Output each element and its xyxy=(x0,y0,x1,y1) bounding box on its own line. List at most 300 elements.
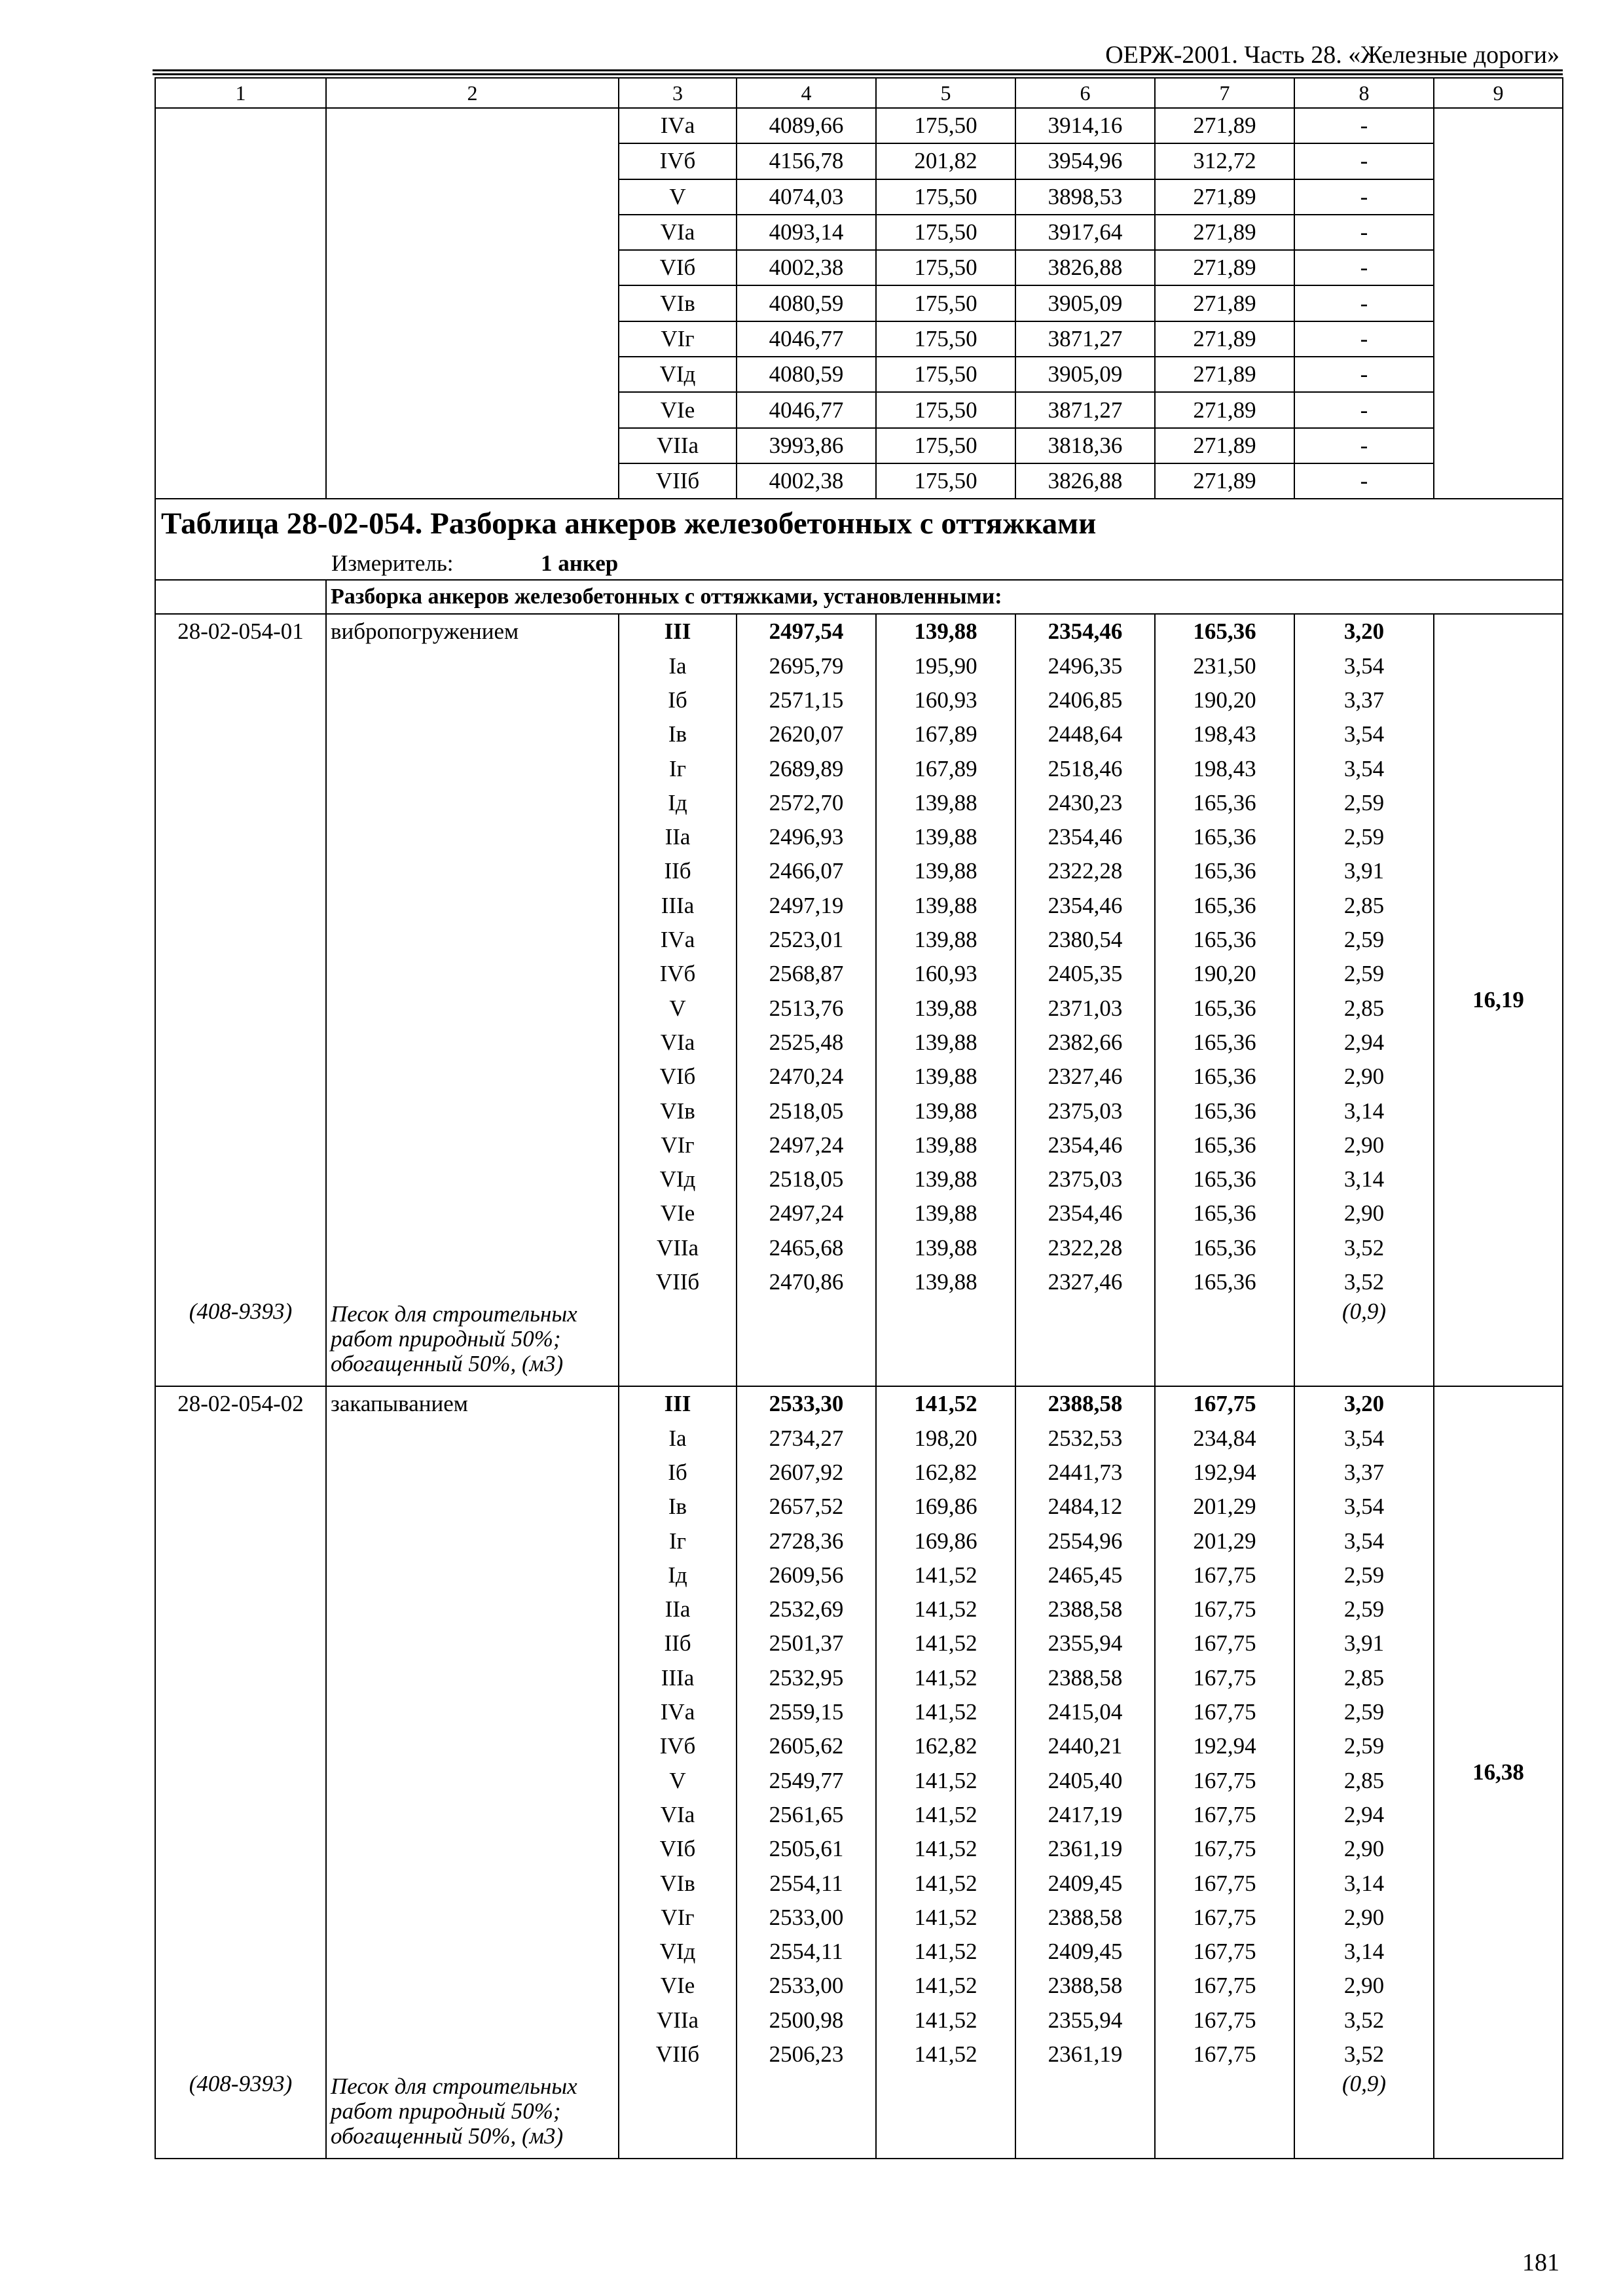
item-zone-row xyxy=(155,1128,1563,1162)
value-cell: 141,52 xyxy=(876,1558,1015,1592)
zone-cell: VIд xyxy=(619,1162,737,1196)
value-cell: 2465,45 xyxy=(1015,1558,1155,1592)
name-cell xyxy=(326,923,619,957)
table-title: Таблица 28-02-054. Разборка анкеров железобетонных с оттяжками xyxy=(155,499,1563,548)
name-cell xyxy=(326,717,619,751)
value-cell: 3,91 xyxy=(1294,1626,1434,1660)
zone-cell: VIв xyxy=(619,1094,737,1128)
value-cell: 4089,66 xyxy=(737,108,876,143)
value-cell: 2355,94 xyxy=(1015,2003,1155,2037)
item-zone-row xyxy=(155,1832,1563,1866)
item-zone-row xyxy=(155,889,1563,923)
zone-cell: VIе xyxy=(619,1969,737,2003)
name-cell xyxy=(326,1729,619,1763)
code-cell xyxy=(155,1695,326,1729)
value-cell: 2525,48 xyxy=(737,1026,876,1060)
value-cell: 2497,24 xyxy=(737,1196,876,1230)
value-cell: 141,52 xyxy=(876,2037,1015,2072)
value-cell: 4002,38 xyxy=(737,250,876,285)
column-number: 4 xyxy=(737,78,876,108)
value-cell: 3,37 xyxy=(1294,1456,1434,1490)
name-cell xyxy=(326,1901,619,1935)
zone-cell: IVб xyxy=(619,143,737,179)
value-cell: 3954,96 xyxy=(1015,143,1155,179)
value-cell: 2388,58 xyxy=(1015,1661,1155,1695)
resource-qty: (0,9) xyxy=(1294,2072,1434,2159)
value-cell: 271,89 xyxy=(1155,463,1294,499)
code-cell xyxy=(155,1969,326,2003)
value-cell: 2568,87 xyxy=(737,957,876,991)
value-cell: 169,86 xyxy=(876,1524,1015,1558)
value-cell: 271,89 xyxy=(1155,392,1294,427)
value-cell: 271,89 xyxy=(1155,215,1294,250)
value-cell: 3,20 xyxy=(1294,614,1434,649)
value-cell: 2496,93 xyxy=(737,820,876,854)
value-cell: 167,75 xyxy=(1155,1695,1294,1729)
item-zone-row xyxy=(155,1524,1563,1558)
value-cell: 3871,27 xyxy=(1015,321,1155,357)
value-cell: 2532,69 xyxy=(737,1592,876,1626)
value-cell: 2620,07 xyxy=(737,717,876,751)
value-cell: 2354,46 xyxy=(1015,614,1155,649)
value-cell: 2497,19 xyxy=(737,889,876,923)
value-cell: 165,36 xyxy=(1155,1196,1294,1230)
value-cell: 175,50 xyxy=(876,428,1015,463)
value-cell: 2470,24 xyxy=(737,1060,876,1094)
empty-cell xyxy=(1015,1299,1155,1386)
zone-cell: IVб xyxy=(619,957,737,991)
code-cell xyxy=(155,2037,326,2072)
value-cell: 175,50 xyxy=(876,285,1015,321)
name-cell xyxy=(326,1490,619,1524)
value-cell: 167,75 xyxy=(1155,1832,1294,1866)
value-cell: 141,52 xyxy=(876,1935,1015,1969)
value-cell: 2371,03 xyxy=(1015,992,1155,1026)
value-cell: 3,37 xyxy=(1294,683,1434,717)
name-cell xyxy=(326,1935,619,1969)
value-cell: 141,52 xyxy=(876,1832,1015,1866)
value-cell: 2496,35 xyxy=(1015,649,1155,683)
code-cell xyxy=(155,1128,326,1162)
name-cell xyxy=(326,1592,619,1626)
zone-cell: VIа xyxy=(619,1798,737,1832)
value-cell: 2,90 xyxy=(1294,1901,1434,1935)
value-cell: 2375,03 xyxy=(1015,1094,1155,1128)
code-cell xyxy=(155,1422,326,1456)
name-cell xyxy=(326,108,619,499)
value-cell: 139,88 xyxy=(876,854,1015,888)
value-cell: 2571,15 xyxy=(737,683,876,717)
value-cell: 2,59 xyxy=(1294,1592,1434,1626)
rates-table xyxy=(155,77,1563,2159)
item-zone-row xyxy=(155,1094,1563,1128)
item-zone-row xyxy=(155,1798,1563,1832)
value-cell: 3,14 xyxy=(1294,1162,1434,1196)
name-cell xyxy=(326,1128,619,1162)
value-cell: - xyxy=(1294,179,1434,215)
value-cell: 271,89 xyxy=(1155,179,1294,215)
code-cell xyxy=(155,1026,326,1060)
zone-cell: Iа xyxy=(619,649,737,683)
value-cell: - xyxy=(1294,428,1434,463)
item-zone-row xyxy=(155,1162,1563,1196)
value-cell: 167,75 xyxy=(1155,1901,1294,1935)
table-title-row xyxy=(155,499,1563,548)
item-zone-row xyxy=(155,1456,1563,1490)
item-zone-row xyxy=(155,1490,1563,1524)
value-cell: 3,14 xyxy=(1294,1094,1434,1128)
value-cell: 2,90 xyxy=(1294,1128,1434,1162)
value-cell: 2322,28 xyxy=(1015,1231,1155,1265)
item-zone-row xyxy=(155,992,1563,1026)
value-cell: 201,29 xyxy=(1155,1490,1294,1524)
value-cell: 3,20 xyxy=(1294,1386,1434,1421)
resource-qty: (0,9) xyxy=(1294,1299,1434,1386)
code-cell xyxy=(155,1524,326,1558)
zone-cell: III xyxy=(619,614,737,649)
value-cell: 2554,11 xyxy=(737,1866,876,1900)
value-cell: - xyxy=(1294,357,1434,392)
value-cell: 2417,19 xyxy=(1015,1798,1155,1832)
empty-cell xyxy=(876,1299,1015,1386)
value-cell: 2361,19 xyxy=(1015,2037,1155,2072)
zone-cell: Iб xyxy=(619,1456,737,1490)
value-cell: 162,82 xyxy=(876,1456,1015,1490)
value-cell: 139,88 xyxy=(876,1162,1015,1196)
value-cell: 2501,37 xyxy=(737,1626,876,1660)
value-cell: 165,36 xyxy=(1155,854,1294,888)
value-cell: 175,50 xyxy=(876,108,1015,143)
zone-cell: IIIа xyxy=(619,1661,737,1695)
item-zone-row xyxy=(155,1729,1563,1763)
value-cell: 3871,27 xyxy=(1015,392,1155,427)
code-cell xyxy=(155,1626,326,1660)
item-zone-row xyxy=(155,717,1563,751)
code-cell xyxy=(155,786,326,820)
zone-cell: VIIб xyxy=(619,1265,737,1299)
value-cell: 165,36 xyxy=(1155,786,1294,820)
value-cell: 2,90 xyxy=(1294,1060,1434,1094)
item-code: 28-02-054-01 xyxy=(155,614,326,649)
name-cell xyxy=(326,889,619,923)
name-cell xyxy=(326,1265,619,1299)
item-zone-row xyxy=(155,1901,1563,1935)
value-cell: 165,36 xyxy=(1155,1094,1294,1128)
value-cell: 2430,23 xyxy=(1015,786,1155,820)
value-cell: 2518,46 xyxy=(1015,751,1155,785)
value-cell: 2409,45 xyxy=(1015,1866,1155,1900)
value-cell: 2533,00 xyxy=(737,1901,876,1935)
column-number: 2 xyxy=(326,78,619,108)
header-rule-secondary xyxy=(153,73,1563,75)
value-cell: 2,59 xyxy=(1294,957,1434,991)
value-cell: 3905,09 xyxy=(1015,357,1155,392)
zone-cell: V xyxy=(619,1763,737,1797)
zone-cell: Iд xyxy=(619,1558,737,1592)
item-zone-row xyxy=(155,820,1563,854)
code-cell xyxy=(155,1592,326,1626)
empty-cell xyxy=(619,1299,737,1386)
item-zone-row xyxy=(155,1422,1563,1456)
measure-value: 1 анкер xyxy=(541,550,619,577)
col9-cell xyxy=(1434,108,1563,499)
value-cell: 2322,28 xyxy=(1015,854,1155,888)
name-cell xyxy=(326,1969,619,2003)
value-cell: 3,54 xyxy=(1294,717,1434,751)
zone-cell: III xyxy=(619,1386,737,1421)
value-cell: 2440,21 xyxy=(1015,1729,1155,1763)
value-cell: 2532,95 xyxy=(737,1661,876,1695)
value-cell: 2354,46 xyxy=(1015,1196,1155,1230)
header-rule xyxy=(153,69,1563,71)
value-cell: 2609,56 xyxy=(737,1558,876,1592)
value-cell: 2465,68 xyxy=(737,1231,876,1265)
code-cell xyxy=(155,717,326,751)
value-cell: 141,52 xyxy=(876,1661,1015,1695)
value-cell: 2657,52 xyxy=(737,1490,876,1524)
zone-cell: Iа xyxy=(619,1422,737,1456)
value-cell: 139,88 xyxy=(876,1060,1015,1094)
zone-cell: Iг xyxy=(619,751,737,785)
value-cell: 3,91 xyxy=(1294,854,1434,888)
code-cell xyxy=(155,1094,326,1128)
value-cell: 2388,58 xyxy=(1015,1386,1155,1421)
value-cell: 167,75 xyxy=(1155,1935,1294,1969)
value-cell: 139,88 xyxy=(876,786,1015,820)
item-zone-row xyxy=(155,1695,1563,1729)
item-name: закапыванием xyxy=(326,1386,619,1421)
empty-cell xyxy=(876,2072,1015,2159)
item-zone-row xyxy=(155,1265,1563,1299)
column-number: 3 xyxy=(619,78,737,108)
item-col9: 16,38 xyxy=(1434,1386,1563,2159)
value-cell: 201,29 xyxy=(1155,1524,1294,1558)
name-cell xyxy=(326,649,619,683)
value-cell: 201,82 xyxy=(876,143,1015,179)
value-cell: 2,59 xyxy=(1294,786,1434,820)
value-cell: 2734,27 xyxy=(737,1422,876,1456)
zone-cell: VIд xyxy=(619,1935,737,1969)
value-cell: 192,94 xyxy=(1155,1456,1294,1490)
value-cell: 2448,64 xyxy=(1015,717,1155,751)
zone-cell: Iб xyxy=(619,683,737,717)
value-cell: 141,52 xyxy=(876,1592,1015,1626)
code-cell xyxy=(155,1729,326,1763)
item-zone-row xyxy=(155,1935,1563,1969)
value-cell: 4074,03 xyxy=(737,179,876,215)
name-cell xyxy=(326,683,619,717)
item-zone-row xyxy=(155,1969,1563,2003)
value-cell: 141,52 xyxy=(876,1626,1015,1660)
value-cell: 312,72 xyxy=(1155,143,1294,179)
name-cell xyxy=(326,1060,619,1094)
code-cell xyxy=(155,889,326,923)
value-cell: - xyxy=(1294,392,1434,427)
value-cell: 2361,19 xyxy=(1015,1832,1155,1866)
value-cell: 165,36 xyxy=(1155,1060,1294,1094)
value-cell: 3,52 xyxy=(1294,2037,1434,2072)
value-cell: 4046,77 xyxy=(737,392,876,427)
resource-name: Песок для строительных работ природный 50%; обогащенный 50%, (м3) xyxy=(326,1299,619,1386)
value-cell: 175,50 xyxy=(876,392,1015,427)
table-body xyxy=(155,78,1563,2159)
empty-cell xyxy=(737,2072,876,2159)
empty-cell xyxy=(619,2072,737,2159)
value-cell: 3,52 xyxy=(1294,1231,1434,1265)
item-zone-row xyxy=(155,1763,1563,1797)
value-cell: 190,20 xyxy=(1155,683,1294,717)
code-cell xyxy=(155,1196,326,1230)
name-cell xyxy=(326,751,619,785)
name-cell xyxy=(326,786,619,820)
value-cell: 139,88 xyxy=(876,923,1015,957)
name-cell xyxy=(326,1026,619,1060)
code-cell xyxy=(155,2003,326,2037)
carryover-row xyxy=(155,108,1563,143)
resource-code: (408-9393) xyxy=(155,1299,326,1386)
value-cell: 165,36 xyxy=(1155,1026,1294,1060)
value-cell: 2441,73 xyxy=(1015,1456,1155,1490)
value-cell: 4093,14 xyxy=(737,215,876,250)
value-cell: 2497,24 xyxy=(737,1128,876,1162)
value-cell: 231,50 xyxy=(1155,649,1294,683)
item-zone-row xyxy=(155,1626,1563,1660)
value-cell: 2607,92 xyxy=(737,1456,876,1490)
value-cell: 3,54 xyxy=(1294,649,1434,683)
value-cell: 2388,58 xyxy=(1015,1592,1155,1626)
name-cell xyxy=(326,820,619,854)
item-zone-row xyxy=(155,1026,1563,1060)
zone-cell: VIе xyxy=(619,1196,737,1230)
zone-cell: VIIа xyxy=(619,428,737,463)
item-name: вибропогружением xyxy=(326,614,619,649)
zone-cell: Iг xyxy=(619,1524,737,1558)
value-cell: 2,59 xyxy=(1294,1695,1434,1729)
value-cell: 3,14 xyxy=(1294,1866,1434,1900)
value-cell: 141,52 xyxy=(876,1695,1015,1729)
zone-cell: IIа xyxy=(619,1592,737,1626)
name-cell xyxy=(326,1798,619,1832)
zone-cell: VIIа xyxy=(619,2003,737,2037)
value-cell: 2409,45 xyxy=(1015,1935,1155,1969)
page-number: 181 xyxy=(1522,2249,1559,2276)
zone-cell: IIIа xyxy=(619,889,737,923)
value-cell: 2554,11 xyxy=(737,1935,876,1969)
value-cell: 3,54 xyxy=(1294,1422,1434,1456)
value-cell: 195,90 xyxy=(876,649,1015,683)
value-cell: 2327,46 xyxy=(1015,1060,1155,1094)
resource-name: Песок для строительных работ природный 50%; обогащенный 50%, (м3) xyxy=(326,2072,619,2159)
code-cell xyxy=(155,1661,326,1695)
code-cell xyxy=(155,1798,326,1832)
zone-cell: Iв xyxy=(619,717,737,751)
item-zone-row xyxy=(155,1866,1563,1900)
zone-cell: Iв xyxy=(619,1490,737,1524)
zone-cell: VIIб xyxy=(619,463,737,499)
value-cell: 4156,78 xyxy=(737,143,876,179)
value-cell: 141,52 xyxy=(876,1798,1015,1832)
value-cell: 175,50 xyxy=(876,215,1015,250)
value-cell: 167,89 xyxy=(876,751,1015,785)
item-zone-row xyxy=(155,751,1563,785)
zone-cell: IIа xyxy=(619,820,737,854)
value-cell: 4046,77 xyxy=(737,321,876,357)
value-cell: 2470,86 xyxy=(737,1265,876,1299)
value-cell: 165,36 xyxy=(1155,820,1294,854)
value-cell: 3914,16 xyxy=(1015,108,1155,143)
value-cell: 198,43 xyxy=(1155,751,1294,785)
value-cell: 3,52 xyxy=(1294,1265,1434,1299)
name-cell xyxy=(326,1422,619,1456)
zone-cell: VIIб xyxy=(619,2037,737,2072)
name-cell xyxy=(326,1558,619,1592)
zone-cell: VIб xyxy=(619,1832,737,1866)
zone-cell: VIб xyxy=(619,250,737,285)
measure-cell xyxy=(155,548,1563,580)
value-cell: 2,85 xyxy=(1294,1763,1434,1797)
item-zone-row xyxy=(155,1661,1563,1695)
zone-cell: IVа xyxy=(619,1695,737,1729)
value-cell: 2,90 xyxy=(1294,1969,1434,2003)
section-title: Разборка анкеров железобетонных с оттяжками, установленными: xyxy=(326,580,1563,614)
value-cell: 2,59 xyxy=(1294,923,1434,957)
name-cell xyxy=(326,1832,619,1866)
value-cell: 198,20 xyxy=(876,1422,1015,1456)
code-cell xyxy=(155,1866,326,1900)
value-cell: 3818,36 xyxy=(1015,428,1155,463)
value-cell: 175,50 xyxy=(876,179,1015,215)
value-cell: 3,52 xyxy=(1294,2003,1434,2037)
item-zone-row xyxy=(155,854,1563,888)
code-cell xyxy=(155,108,326,499)
value-cell: 2,94 xyxy=(1294,1798,1434,1832)
value-cell: 2,94 xyxy=(1294,1026,1434,1060)
zone-cell: IVб xyxy=(619,1729,737,1763)
zone-cell: V xyxy=(619,992,737,1026)
value-cell: 2500,98 xyxy=(737,2003,876,2037)
value-cell: 139,88 xyxy=(876,889,1015,923)
value-cell: 2375,03 xyxy=(1015,1162,1155,1196)
value-cell: 271,89 xyxy=(1155,428,1294,463)
name-cell xyxy=(326,2037,619,2072)
value-cell: 2,59 xyxy=(1294,820,1434,854)
value-cell: 3917,64 xyxy=(1015,215,1155,250)
name-cell xyxy=(326,1456,619,1490)
value-cell: 2415,04 xyxy=(1015,1695,1155,1729)
value-cell: 165,36 xyxy=(1155,1231,1294,1265)
value-cell: - xyxy=(1294,285,1434,321)
name-cell xyxy=(326,1094,619,1128)
code-cell xyxy=(155,1490,326,1524)
code-cell xyxy=(155,820,326,854)
value-cell: 139,88 xyxy=(876,820,1015,854)
resource-row xyxy=(155,1299,1563,1386)
value-cell: 2354,46 xyxy=(1015,1128,1155,1162)
code-cell xyxy=(155,1832,326,1866)
empty-cell xyxy=(1015,2072,1155,2159)
zone-cell: IVа xyxy=(619,923,737,957)
value-cell: 167,75 xyxy=(1155,1763,1294,1797)
item-total-row xyxy=(155,614,1563,649)
value-cell: 2484,12 xyxy=(1015,1490,1155,1524)
resource-code: (408-9393) xyxy=(155,2072,326,2159)
value-cell: 2388,58 xyxy=(1015,1969,1155,2003)
value-cell: - xyxy=(1294,143,1434,179)
item-zone-row xyxy=(155,2003,1563,2037)
name-cell xyxy=(326,1626,619,1660)
item-zone-row xyxy=(155,1060,1563,1094)
value-cell: 3898,53 xyxy=(1015,179,1155,215)
